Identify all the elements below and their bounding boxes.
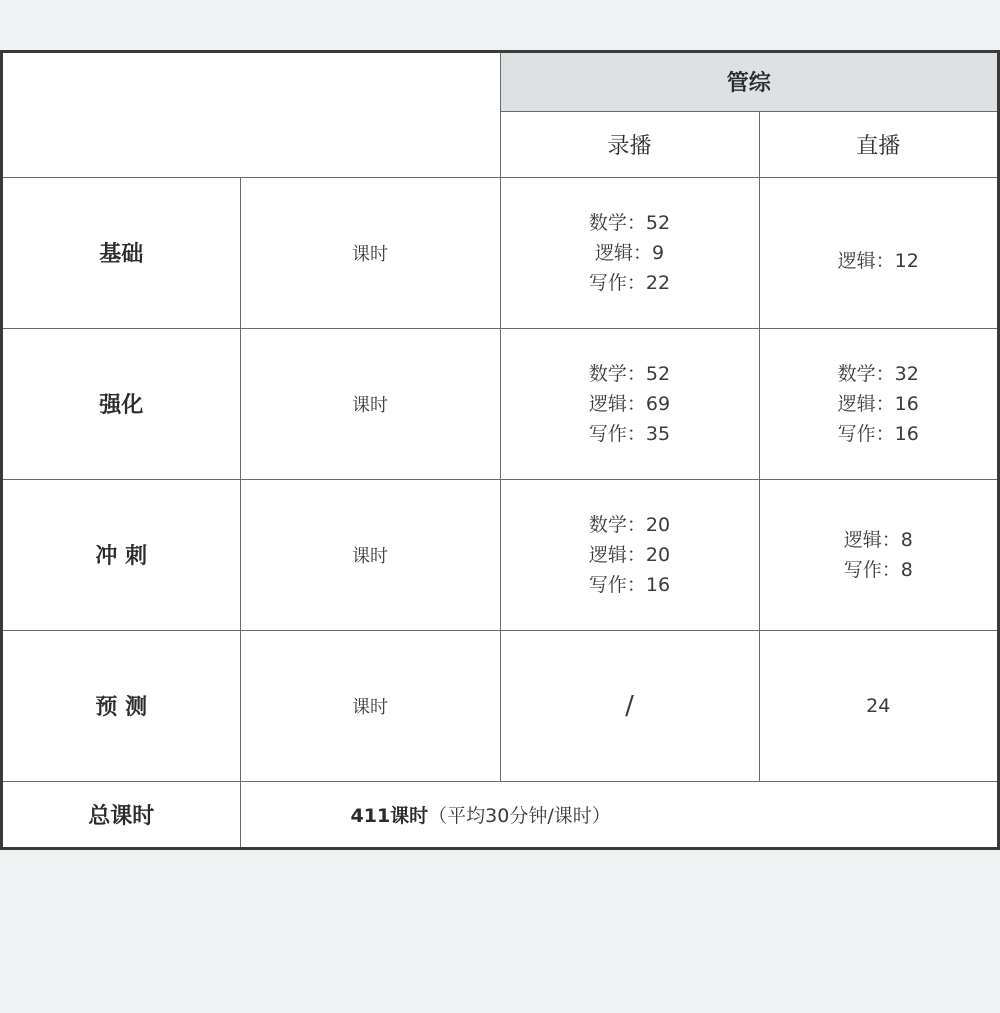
- recorded-hours-line: 数学：20: [588, 513, 671, 536]
- header-row-group: [3, 53, 997, 111]
- table-corner-blank: [3, 53, 500, 177]
- table-row-basic: [3, 177, 997, 328]
- course-hours-table: [3, 53, 997, 847]
- table-row-forecast: [3, 630, 997, 781]
- total-hours-value-cell: [240, 781, 997, 847]
- live-hours-cell: [759, 177, 997, 328]
- unit-label: 课时: [240, 479, 500, 630]
- live-hours-line: 逻辑：16: [837, 392, 919, 415]
- table-row-intensive: [3, 328, 997, 479]
- stage-label: 预 测: [3, 630, 240, 781]
- live-hours-cell: [759, 479, 997, 630]
- stage-label: 基础: [3, 177, 240, 328]
- column-group-header: 管综: [500, 53, 997, 111]
- recorded-hours-line: 逻辑：9: [594, 241, 665, 264]
- recorded-hours-line: 逻辑：20: [588, 543, 671, 566]
- stage-label: 强化: [3, 328, 240, 479]
- live-hours-line: 写作：8: [843, 558, 913, 581]
- live-hours-cell: 24: [759, 630, 997, 781]
- column-header-recorded: 录播: [500, 111, 759, 177]
- live-hours-line: 写作：16: [837, 422, 919, 445]
- recorded-hours-line: 数学：52: [588, 362, 671, 385]
- live-hours-line: 逻辑：8: [843, 528, 913, 551]
- column-header-live: 直播: [759, 111, 997, 177]
- total-hours-note: （平均30分钟/课时）: [428, 804, 611, 827]
- recorded-hours-line: 写作：22: [588, 271, 671, 294]
- live-hours-line: 逻辑：12: [837, 249, 919, 272]
- table-row-total: [3, 781, 997, 847]
- recorded-hours-cell: [500, 177, 759, 328]
- recorded-hours-cell: /: [500, 630, 759, 781]
- live-hours-line: 数学：32: [837, 362, 919, 385]
- stage-label: 冲 刺: [3, 479, 240, 630]
- unit-label: 课时: [240, 328, 500, 479]
- course-hours-table-frame: [0, 50, 1000, 850]
- recorded-hours-cell: [500, 328, 759, 479]
- total-hours-value: 411课时: [350, 804, 429, 827]
- recorded-hours-line: 逻辑：69: [588, 392, 671, 415]
- unit-label: 课时: [240, 177, 500, 328]
- table-row-sprint: [3, 479, 997, 630]
- recorded-hours-line: 写作：16: [588, 573, 671, 596]
- recorded-hours-line: 写作：35: [588, 422, 671, 445]
- recorded-hours-cell: [500, 479, 759, 630]
- total-hours-label: 总课时: [3, 781, 240, 847]
- recorded-hours-line: 数学：52: [588, 211, 671, 234]
- live-hours-cell: [759, 328, 997, 479]
- unit-label: 课时: [240, 630, 500, 781]
